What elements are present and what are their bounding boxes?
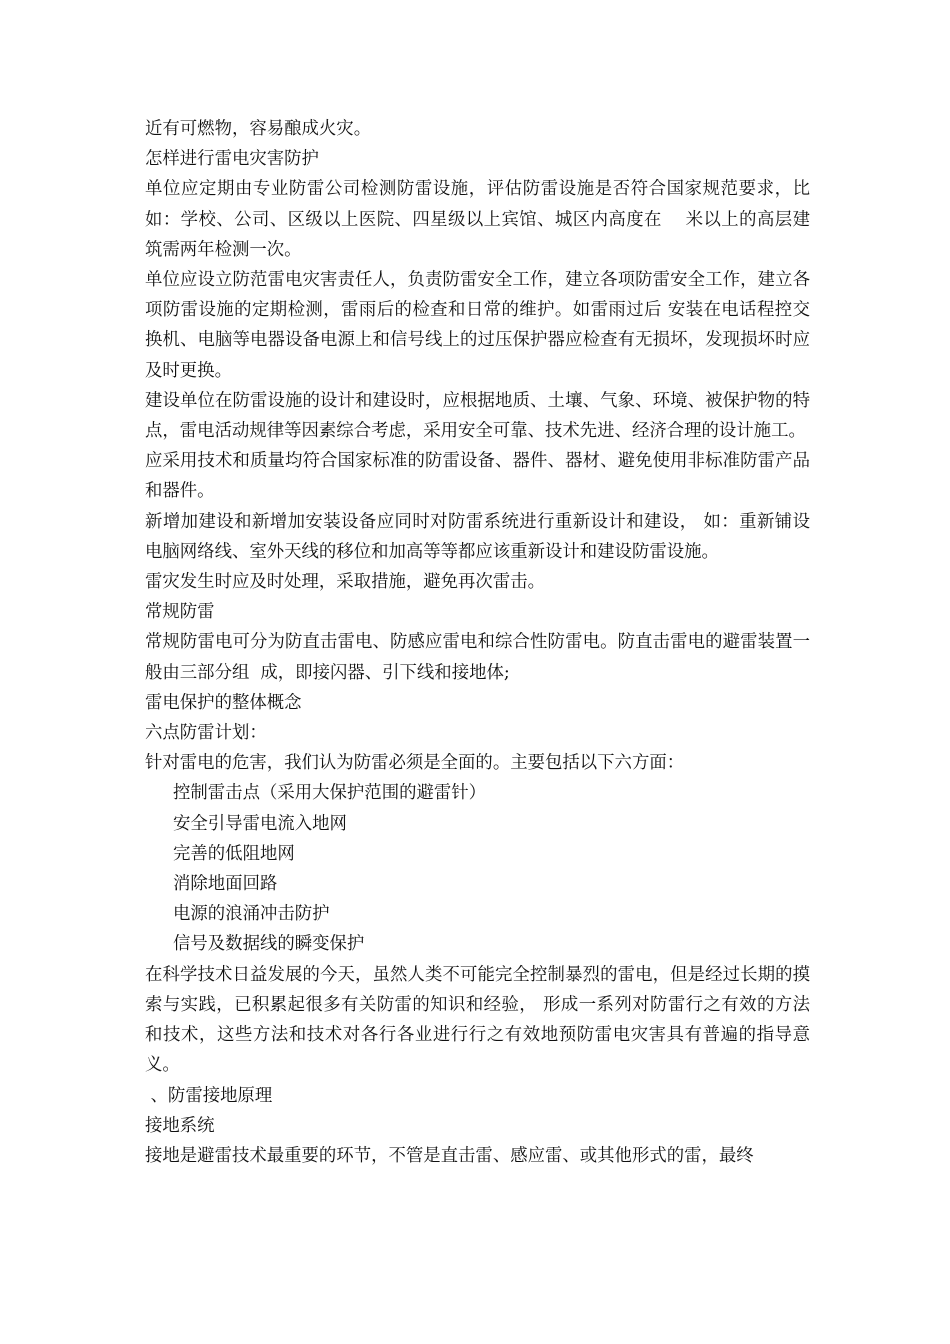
heading-six-point-plan: 六点防雷计划：: [145, 723, 267, 744]
paragraph-six-aspects-intro: 针对雷电的危害，我们认为防雷必须是全面的。主要包括以下六方面：: [145, 753, 685, 774]
heading-grounding-system: 接地系统: [145, 1115, 215, 1136]
paragraph-new-construction: 新增加建设和新增加安装设备应同时对防雷系统进行重新设计和建设， 如：重新铺设电脑网络线、室外天线的移位和加高等等都应该重新设计和建设防雷设施。: [145, 511, 810, 562]
list-item: 信号及数据线的瞬变保护: [173, 934, 365, 955]
paragraph-fire-risk: 近有可燃物，容易酿成火灾。: [145, 119, 372, 139]
paragraph-conventional-protection: 常规防雷电可分为防直击雷电、防感应雷电和综合性防雷电。防直击雷电的避雷装置一般由三部分组 成，即接闪器、引下线和接地体;: [145, 632, 810, 683]
heading-overall-concept: 雷电保护的整体概念: [145, 692, 302, 713]
document-body: [145, 114, 810, 1171]
paragraph-design-construction: 建设单位在防雷设施的设计和建设时，应根据地质、土壤、气象、环境、被保护物的特点，雷电活动规律等因素综合考虑，采用安全可靠、技术先进、经济合理的设计施工。: [145, 390, 810, 442]
list-item: 消除地面回路: [173, 874, 278, 895]
paragraph-grounding-importance: 接地是避雷技术最重要的环节，不管是直击雷、感应雷、或其他形式的雷，最终: [145, 1145, 754, 1166]
list-item: 完善的低阻地网: [173, 843, 295, 864]
paragraph-responsible-person: 单位应设立防范雷电灾害责任人，负责防雷安全工作，建立各项防雷安全工作，建立各项防雷设施的定期检测，雷雨后的检查和日常的维护。如雷雨过后 安装在电话程控交换机、电脑等电器设备电源上和信号线上的过压保护器应检查有无损坏，发现损坏时应及时更换。: [145, 270, 810, 381]
paragraph-periodic-inspection: 单位应定期由专业防雷公司检测防雷设施，评估防雷设施是否符合国家规范要求，比如：学校、公司、区级以上医院、四星级以上宾馆、城区内高度在 米以上的高层建筑需两年检测一次。: [145, 179, 810, 260]
heading-lightning-protection: 怎样进行雷电灾害防护: [145, 149, 319, 170]
paragraph-standard-equipment: 应采用技术和质量均符合国家标准的防雷设备、器件、器材、避免使用非标准防雷产品和器件。: [145, 451, 810, 502]
paragraph-science-progress: 在科学技术日益发展的今天，虽然人类不可能完全控制暴烈的雷电，但是经过长期的摸索与实践，已积累起很多有关防雷的知识和经验， 形成一系列对防雷行之有效的方法和技术，这些方法和技术对各行各业进行行之有效地预防雷电灾害具有普遍的指导意义。: [145, 964, 810, 1076]
heading-grounding-principle: 、防雷接地原理: [145, 1085, 273, 1106]
list-item: 电源的浪涌冲击防护: [173, 904, 330, 925]
list-item: 安全引导雷电流入地网: [173, 813, 347, 834]
heading-conventional-protection: 常规防雷: [145, 602, 215, 623]
paragraph-disaster-handling: 雷灾发生时应及时处理，采取措施，避免再次雷击。: [145, 572, 545, 593]
list-item: 控制雷击点（采用大保护范围的避雷针）: [173, 783, 487, 804]
